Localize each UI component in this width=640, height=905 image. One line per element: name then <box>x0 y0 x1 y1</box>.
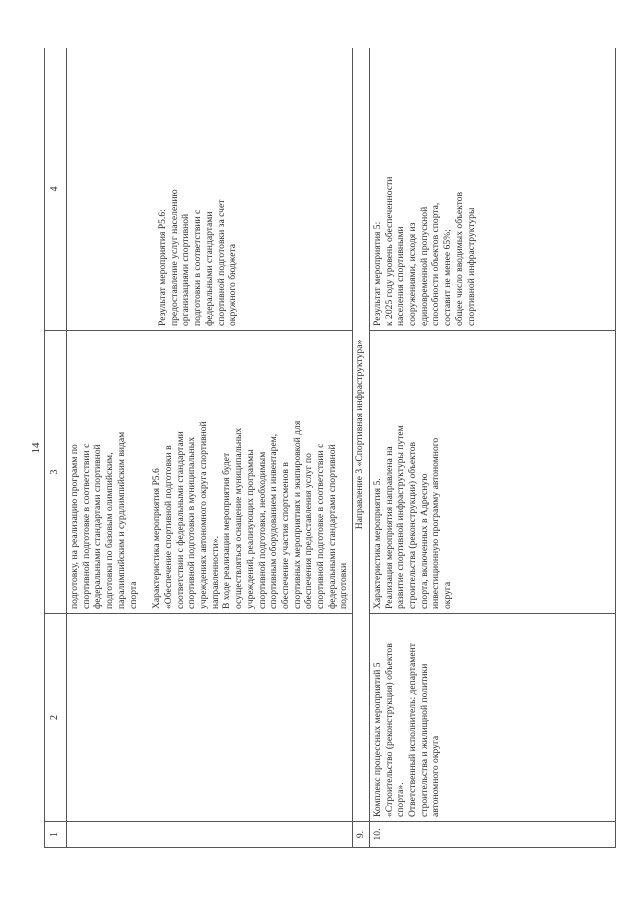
text-line: обеспечение участия спортсменов в <box>279 462 291 609</box>
text-line: автономного округа <box>430 735 442 817</box>
text-line: подготовки по базовым олимпийским, <box>104 452 116 609</box>
text-line: Реализация мероприятия направлена на <box>383 446 395 609</box>
text-line: общее число вводимых объектов <box>453 191 465 326</box>
text-line: населения спортивными <box>395 226 407 326</box>
cell-characteristic <box>67 331 353 614</box>
text-line: Комплекс процессных мероприятий 5 <box>371 662 383 817</box>
spacer <box>69 52 157 326</box>
document-table-area <box>44 48 616 848</box>
section-title: Направление 3 «Спортивная инфраструктура» <box>353 48 370 822</box>
text-line: учреждениях автономного округа спортивной <box>198 421 210 609</box>
text-line: спорта <box>127 581 139 609</box>
table-section-row <box>353 48 370 848</box>
text-line: обеспечения предоставления услуг по <box>303 453 315 609</box>
text-line: развитие спортивной инфраструктуры путем <box>395 425 407 609</box>
text-line: окружного бюджета <box>227 243 239 326</box>
page-number: 14 <box>30 442 42 454</box>
text-line: к 2025 году уровень обеспеченности <box>383 176 395 326</box>
text-line: В ходе реализации мероприятия будет <box>221 452 233 609</box>
text-line: спортивных мероприятиях и экипировкой для <box>291 420 303 609</box>
text-line: единовременной пропускной <box>418 206 430 326</box>
text-line: Результат мероприятия 5: <box>371 221 383 326</box>
cell-name <box>369 614 615 822</box>
text-line: спортивной подготовки, необходимым <box>256 451 268 609</box>
text-line: округа <box>442 581 454 609</box>
text-line: «Строительство (реконструкция) объектов <box>383 643 395 817</box>
text-line: способности объектов спорта, <box>430 202 442 326</box>
text-line: федеральными стандартами спортивной <box>92 444 104 609</box>
text-line: спортивной подготовке в соответствии с <box>315 443 327 609</box>
rotated-page-content <box>44 48 616 848</box>
text-line: инвестиционную программу автономного <box>430 437 442 609</box>
text-line: Результат мероприятия Р5.6: <box>157 209 168 326</box>
text-line: Ответственный исполнитель: департамент <box>406 643 418 817</box>
header-col-3: 3 <box>45 331 67 614</box>
text-line: строительства и жилищной политики <box>418 663 430 817</box>
text-line: осуществляться оснащение муниципальных <box>233 427 245 609</box>
header-col-2: 2 <box>45 614 67 822</box>
cell-result <box>67 48 353 331</box>
text-line: учреждений, реализующих программы <box>244 449 256 609</box>
text-line: подготовки в соответствии с <box>192 209 204 326</box>
cell-characteristic <box>369 331 615 614</box>
text-line: спортивной подготовке в соответствии с <box>80 443 92 609</box>
text-line: направленности». <box>209 536 221 609</box>
cell-number: 9. <box>353 822 370 848</box>
header-col-1: 1 <box>45 822 67 848</box>
text-line: спортивной подготовки за счет <box>215 199 227 326</box>
text-line: паралимпийским и сурдлимпийским видам <box>115 431 127 609</box>
text-line: «Обеспечение спортивной подготовки в <box>162 445 174 609</box>
text-line: соответствии с федеральными стандартами <box>174 431 186 609</box>
text-line: строительства (реконструкции) объектов <box>406 441 418 609</box>
text-line: спортивной инфраструктуры <box>465 207 477 326</box>
text-line: федеральными стандартами <box>203 211 215 326</box>
text-line: предоставление услуг населению <box>168 189 180 326</box>
table-row-continuation <box>67 48 353 848</box>
text-line: Характеристика мероприятия Р5.6 <box>151 468 163 609</box>
text-line: сооружениями, исходя из <box>406 222 418 326</box>
text-line: спорта». <box>395 782 407 817</box>
cell-number: 10. <box>369 822 615 848</box>
text-line: Характеристика мероприятия 5. <box>371 478 383 609</box>
cell-number <box>67 822 353 848</box>
table-header-row <box>45 48 67 848</box>
header-col-4: 4 <box>45 48 67 331</box>
text-line: спорта, включенных в Адресную <box>418 473 430 609</box>
text-line: подготовки <box>338 562 350 609</box>
cell-name <box>67 614 353 822</box>
text-line: спортивным оборудованием и инвентарем, <box>268 433 280 609</box>
text-line: организациями спортивной <box>180 213 192 326</box>
program-activities-table <box>44 48 616 848</box>
text-line: подготовку, на реализацию программ по <box>69 444 80 609</box>
cell-result <box>369 48 615 331</box>
text-line: федеральными стандартами спортивной <box>326 444 338 609</box>
text-line: спортивной подготовки в муниципальных <box>186 436 198 609</box>
text-line: составит не менее 65%; <box>442 229 454 326</box>
table-row-10 <box>369 48 615 848</box>
